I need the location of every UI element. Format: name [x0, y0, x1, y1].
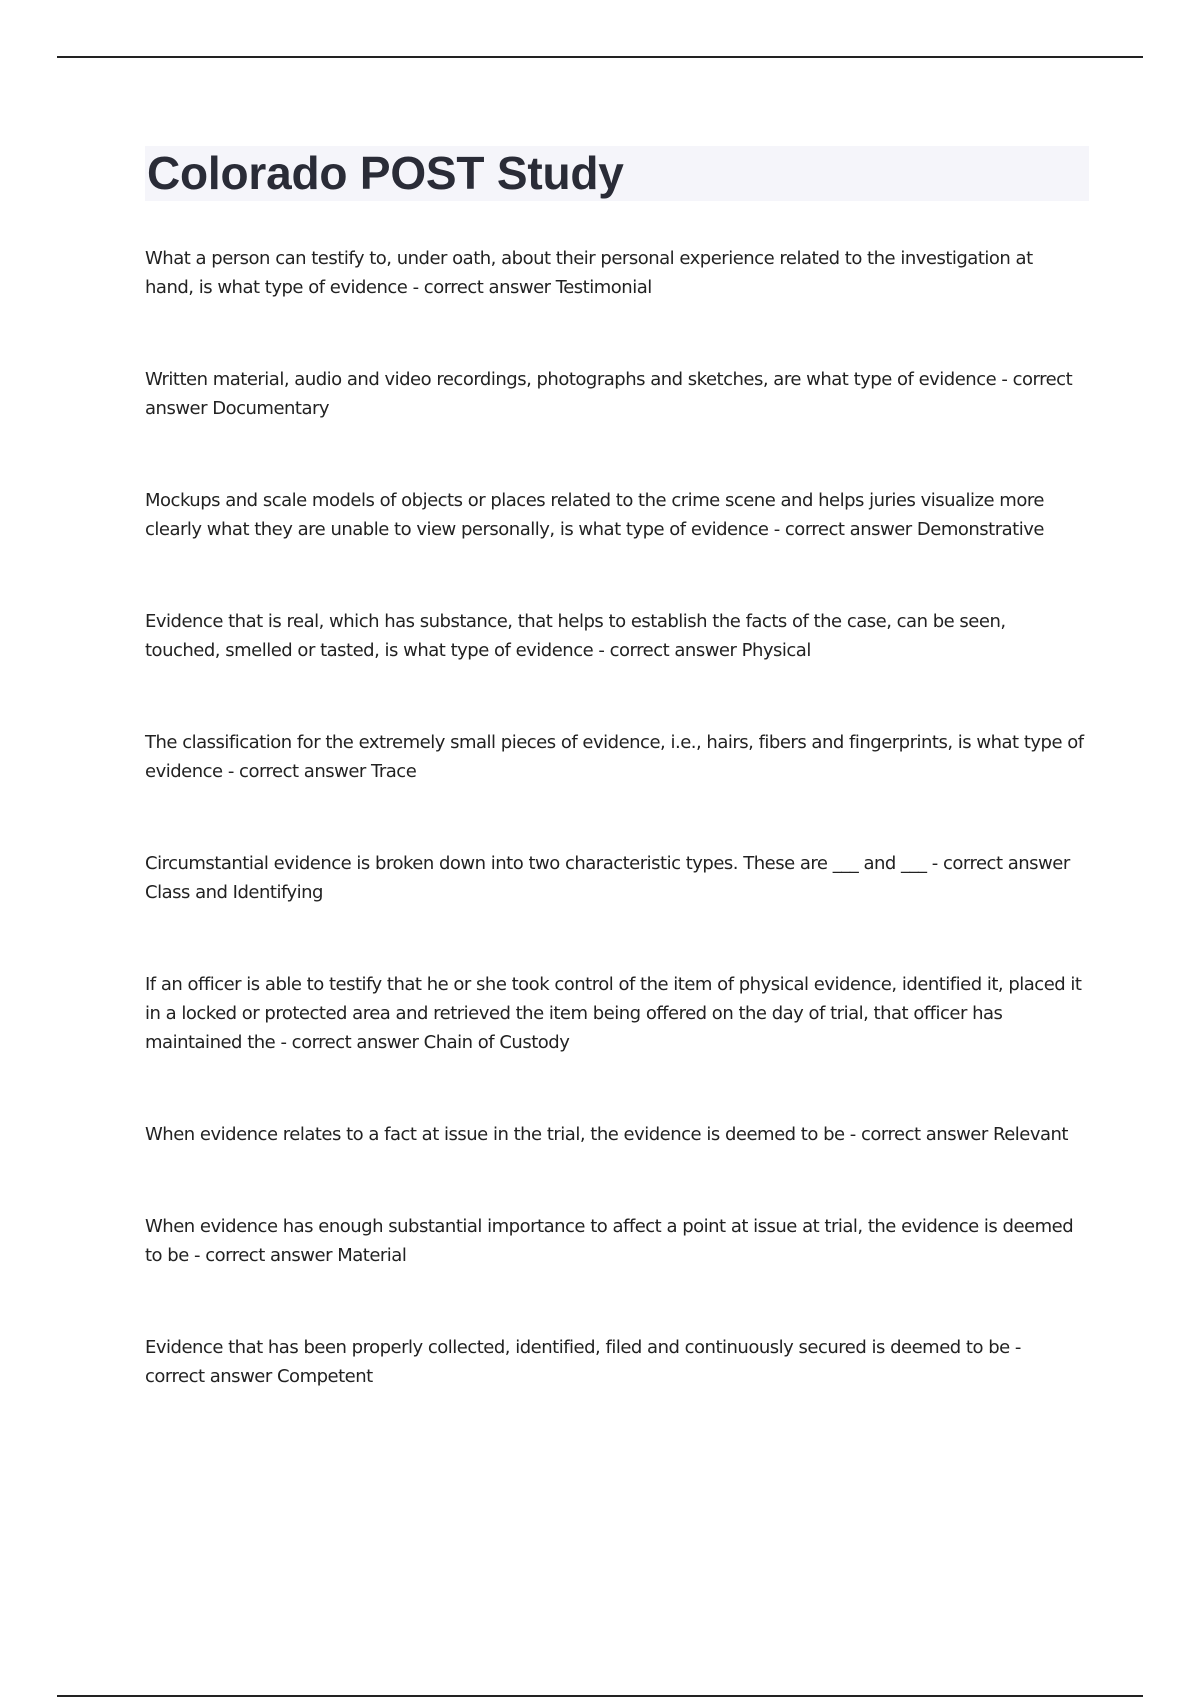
qa-item: When evidence has enough substantial importance to affect a point at issue at trial, the evidence is deemed to be - correct answer Material — [145, 1216, 1074, 1266]
qa-item: Evidence that has been properly collected, identified, filed and continuously secured is deemed to be - correct answer Competent — [145, 1337, 1021, 1387]
qa-item: Circumstantial evidence is broken down into two characteristic types. These are ___ and ___ - correct answer Class and Identifying — [145, 853, 1070, 903]
qa-item: When evidence relates to a fact at issue in the trial, the evidence is deemed to be - correct answer Relevant — [145, 1124, 1068, 1145]
qa-item: Written material, audio and video recordings, photographs and sketches, are what type of evidence - correct answer Documentary — [145, 369, 1073, 419]
qa-item: Evidence that is real, which has substance, that helps to establish the facts of the case, can be seen, touched, smelled or tasted, is what type of evidence - correct answer Physical — [145, 611, 1006, 661]
title-band — [145, 146, 1089, 201]
footer-rule — [57, 1695, 1143, 1697]
qa-item: The classification for the extremely small pieces of evidence, i.e., hairs, fibers and fingerprints, is what type of evidence - correct answer Trace — [145, 732, 1084, 782]
qa-item: What a person can testify to, under oath, about their personal experience related to the investigation at hand, is what type of evidence - correct answer Testimonial — [145, 248, 1033, 298]
qa-item: Mockups and scale models of objects or places related to the crime scene and helps juries visualize more clearly what they are unable to view personally, is what type of evidence - correct answer Demonstrative — [145, 490, 1044, 540]
header-rule — [57, 56, 1143, 58]
qa-item: If an officer is able to testify that he or she took control of the item of physical evidence, identified it, placed it in a locked or protected area and retrieved the item being offered on the day of trial, that officer has maintained the - correct answer Chain of Custody — [145, 974, 1082, 1053]
qa-list — [145, 244, 1085, 1454]
page-title: Colorado POST Study — [147, 147, 624, 199]
